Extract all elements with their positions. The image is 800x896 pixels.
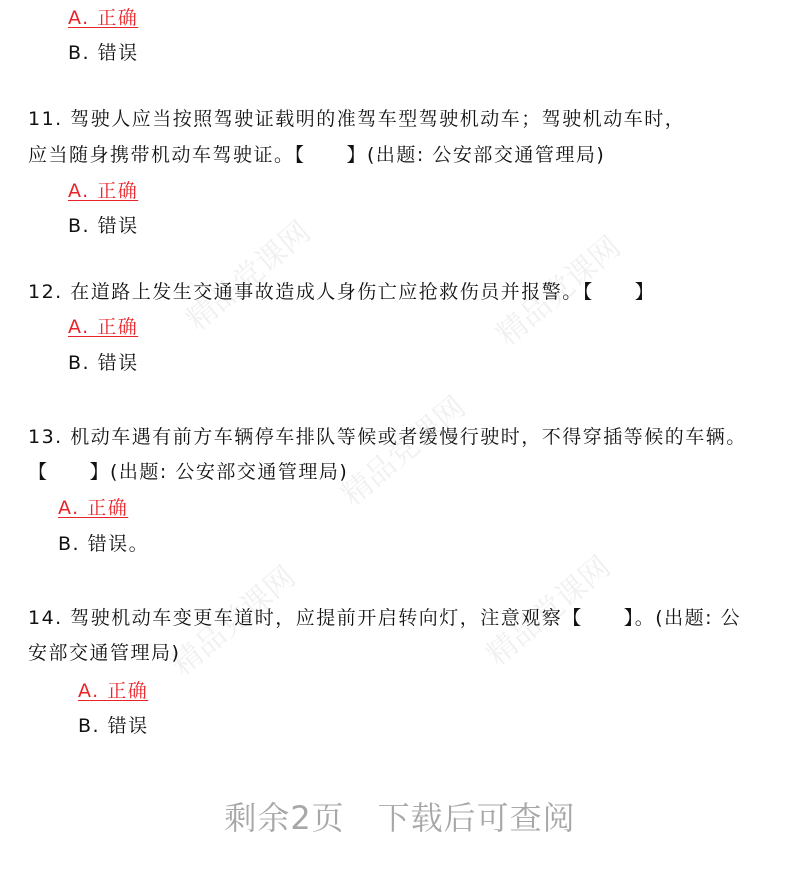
watermark: 精品党课网 (335, 389, 473, 513)
question-14-line-2: 安部交通管理局) (28, 642, 181, 664)
question-14-option-a: A. 正确 (78, 680, 149, 702)
option-b: B. 错误 (68, 42, 139, 64)
question-11-line-1: 11. 驾驶人应当按照驾驶证载明的准驾车型驾驶机动车；驾驶机动车时， (28, 108, 686, 130)
question-14-option-b: B. 错误 (78, 715, 149, 737)
option-a-correct: A. 正确 (68, 7, 139, 29)
question-13-line-2: 【 】(出题: 公安部交通管理局) (28, 461, 349, 483)
question-13-line-1: 13. 机动车遇有前方车辆停车排队等候或者缓慢行驶时，不得穿插等候的车辆。 (28, 426, 747, 448)
watermark: 精品党课网 (165, 559, 303, 683)
watermark: 精品党课网 (490, 229, 628, 353)
question-11-option-b: B. 错误 (68, 215, 139, 237)
question-11-option-a: A. 正确 (68, 180, 139, 202)
remaining-pages-notice: 剩余2页 下载后可查阅 (224, 799, 576, 837)
question-12-line-1: 12. 在道路上发生交通事故造成人身伤亡应抢救伤员并报警。【 】 (28, 281, 656, 303)
question-11-line-2: 应当随身携带机动车驾驶证。【 】(出题: 公安部交通管理局) (28, 144, 606, 166)
question-12-option-a: A. 正确 (68, 316, 139, 338)
question-14-line-1: 14. 驾驶机动车变更车道时，应提前开启转向灯，注意观察【 】。(出题: 公 (28, 607, 742, 629)
question-13-option-b: B. 错误。 (58, 533, 150, 555)
question-13-option-a: A. 正确 (58, 497, 129, 519)
watermark: 精品党课网 (480, 549, 618, 673)
watermark: 精品党课网 (180, 214, 318, 338)
question-12-option-b: B. 错误 (68, 352, 139, 374)
